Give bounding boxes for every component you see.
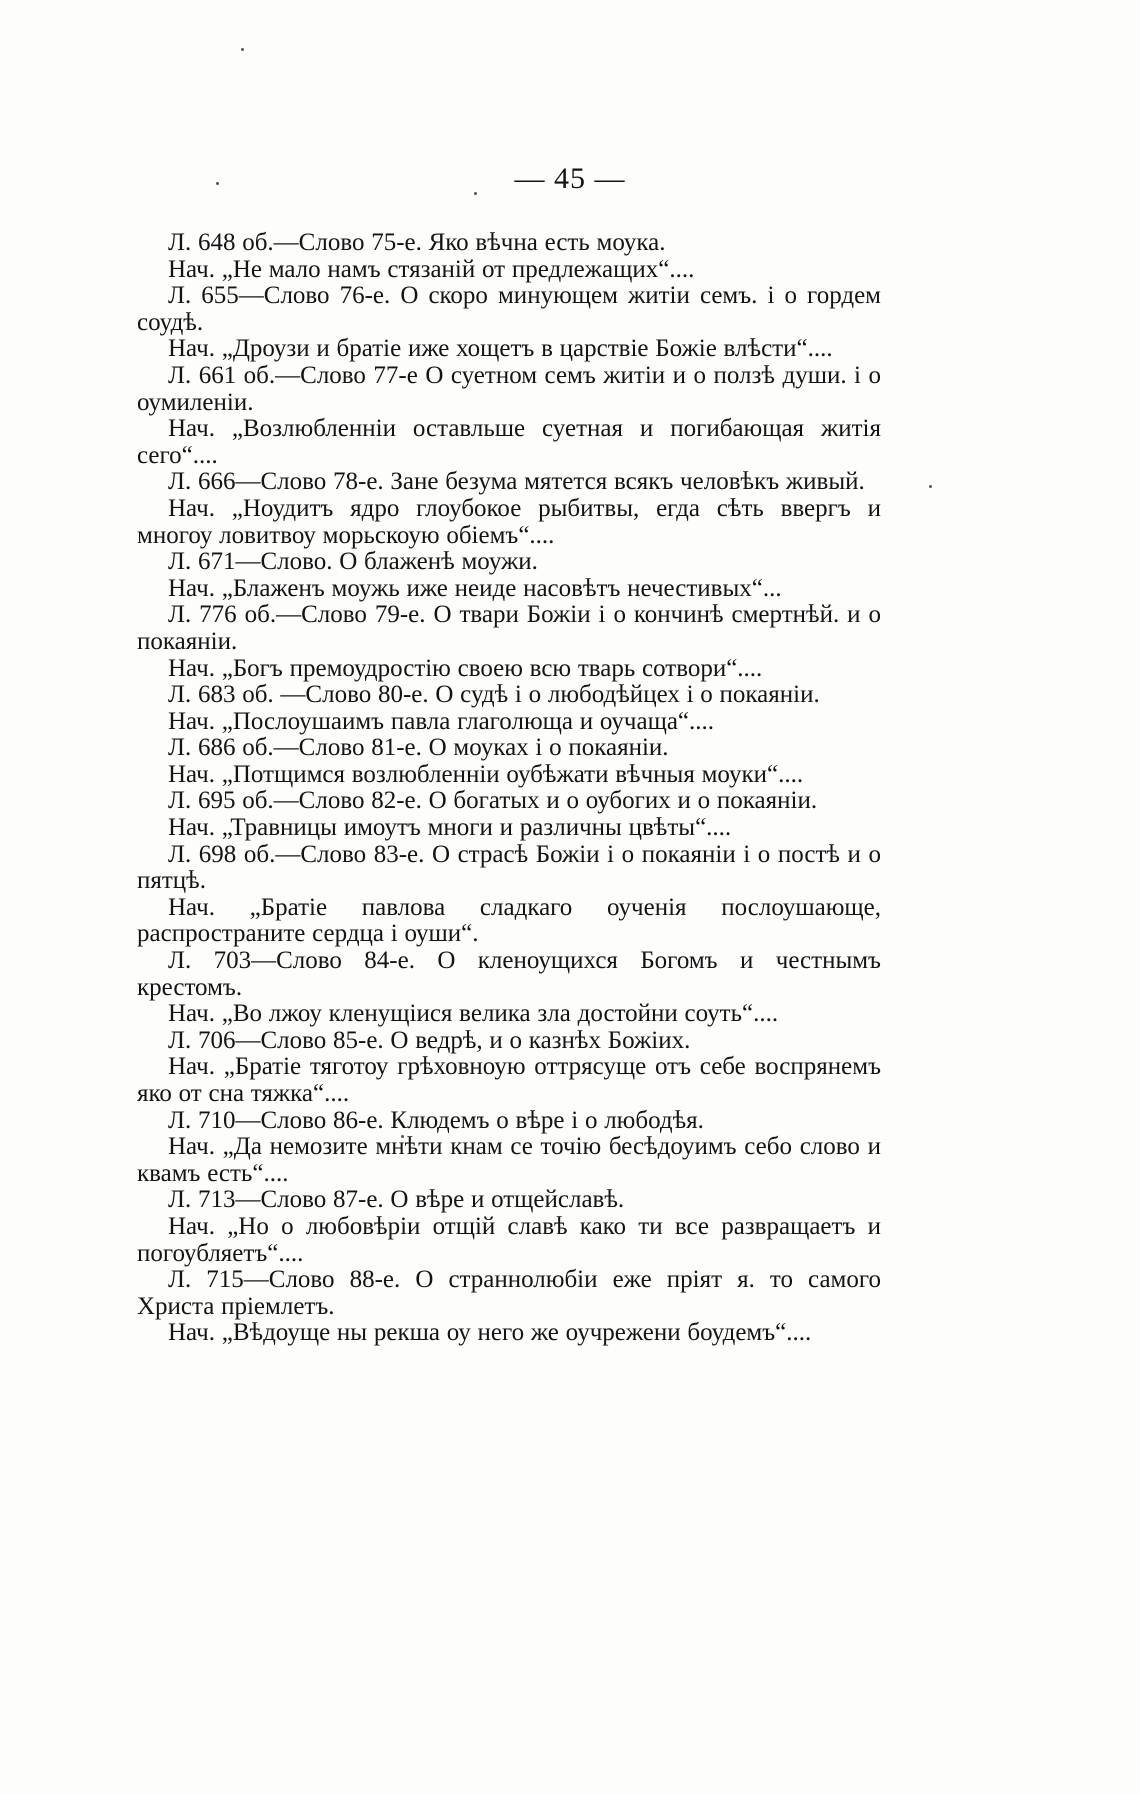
scan-speck bbox=[929, 485, 932, 488]
entry-incipit: Нач. „Не мало намъ стязаній от предлежащих“.... bbox=[168, 255, 695, 283]
entry-incipit: Нач. „Вѣдоуще ны рекша оу него же оучрежени боудемъ“.... bbox=[168, 1319, 812, 1347]
entry-folio: Л. 698 об.—Слово 83-е. О страсѣ Божіи і о покаяніи і о постѣ и о пятцѣ. bbox=[137, 840, 881, 895]
entry-folio: Л. 671—Слово. О блаженѣ моужи. bbox=[168, 548, 538, 576]
entry-folio: Л. 703—Слово 84-е. О кленоущихся Богомъ и честнымъ крестомъ. bbox=[137, 947, 881, 1001]
entry-folio: Л. 648 об.—Слово 75-е. Яко вѣчна есть моука. bbox=[168, 229, 666, 256]
entry-folio: Л. 661 об.—Слово 77-е О суетном семъ житіи и о ползѣ души. і о оумиленіи. bbox=[137, 361, 881, 416]
entry-folio: Л. 655—Слово 76-е. О скоро минующем житіи семъ. і о гордем соудѣ. bbox=[137, 282, 881, 336]
entry-incipit: Нач. „Братіе павлова сладкаго оученія послоушающе, распространите сердца і оуши“. bbox=[137, 893, 881, 948]
entry-incipit: Нач. „Возлюбленніи оставльше суетная и погибающая житія сего“.... bbox=[137, 415, 881, 469]
entry-folio: Л. 686 об.—Слово 81-е. О моуках і о покаяніи. bbox=[168, 734, 669, 762]
entry-incipit: Нач. „Дроузи и братіе иже хощетъ в царствіе Божіе влѣсти“.... bbox=[168, 335, 833, 363]
entry-incipit: Нач. „Блаженъ моужь иже неиде насовѣтъ нечестивых“... bbox=[168, 574, 782, 602]
entry-incipit: Нач. „Братіе тяготоу грѣховноую оттрясуще отъ себе воспрянемъ яко от сна тяжка“.... bbox=[137, 1053, 881, 1107]
entry-incipit: Нач. „Богъ премоудростію своею всю тварь сотвори“.... bbox=[168, 654, 763, 682]
entry-folio: Л. 710—Слово 86-е. Клюдемъ о вѣре і о любодѣя. bbox=[168, 1106, 704, 1134]
entry-folio: Л. 695 об.—Слово 82-е. О богатых и о оубогих и о покаяніи. bbox=[168, 787, 818, 815]
entry-folio: Л. 715—Слово 88-е. О страннолюбіи еже пріят я. то самого Христа пріемлетъ. bbox=[137, 1266, 881, 1320]
entry-incipit: Нач. „Да немозите мнѣти кнам се точію бесѣдоуимъ себо слово и квамъ есть“.... bbox=[137, 1133, 881, 1187]
page-number: — 45 — bbox=[514, 162, 626, 195]
entry-incipit: Нач. „Потщимся возлюбленніи оубѣжати вѣчныя моуки“.... bbox=[168, 760, 804, 788]
entry-folio: Л. 683 об. —Слово 80-е. О судѣ і о любодѣйцех і о покаяніи. bbox=[168, 681, 820, 709]
entry-incipit: Нач. „Травницы имоутъ многи и различны цвѣты“.... bbox=[168, 814, 732, 842]
entry-folio: Л. 666—Слово 78-е. Зане безума мятется всякъ человѣкъ живый. bbox=[168, 468, 865, 496]
catalog-entries bbox=[137, 230, 881, 1347]
entry-incipit: Нач. „Ноудитъ ядро глоубокое рыбитвы, егда сѣть ввергъ и многоу ловитвоу морьскоую обіемъ“.... bbox=[137, 494, 881, 549]
entry-folio: Л. 776 об.—Слово 79-е. О твари Божіи і о кончинѣ смертнѣй. и о покаяніи. bbox=[137, 601, 881, 655]
entry-incipit: Нач. „Послоушаимъ павла глаголюща и оучаща“.... bbox=[168, 707, 715, 735]
entry-incipit: Нач. „Во лжоу кленущіися велика зла достойни соуть“.... bbox=[168, 1000, 779, 1028]
entry-folio: Л. 713—Слово 87-е. О вѣре и отщейславѣ. bbox=[168, 1186, 625, 1214]
entry-folio: Л. 706—Слово 85-е. О ведрѣ, и о казнѣх Божіих. bbox=[168, 1026, 691, 1054]
scan-speck bbox=[241, 48, 244, 51]
entry-incipit: Нач. „Но о любовѣріи отщій славѣ како ти все развращаетъ и погоубляетъ“.... bbox=[137, 1212, 881, 1267]
